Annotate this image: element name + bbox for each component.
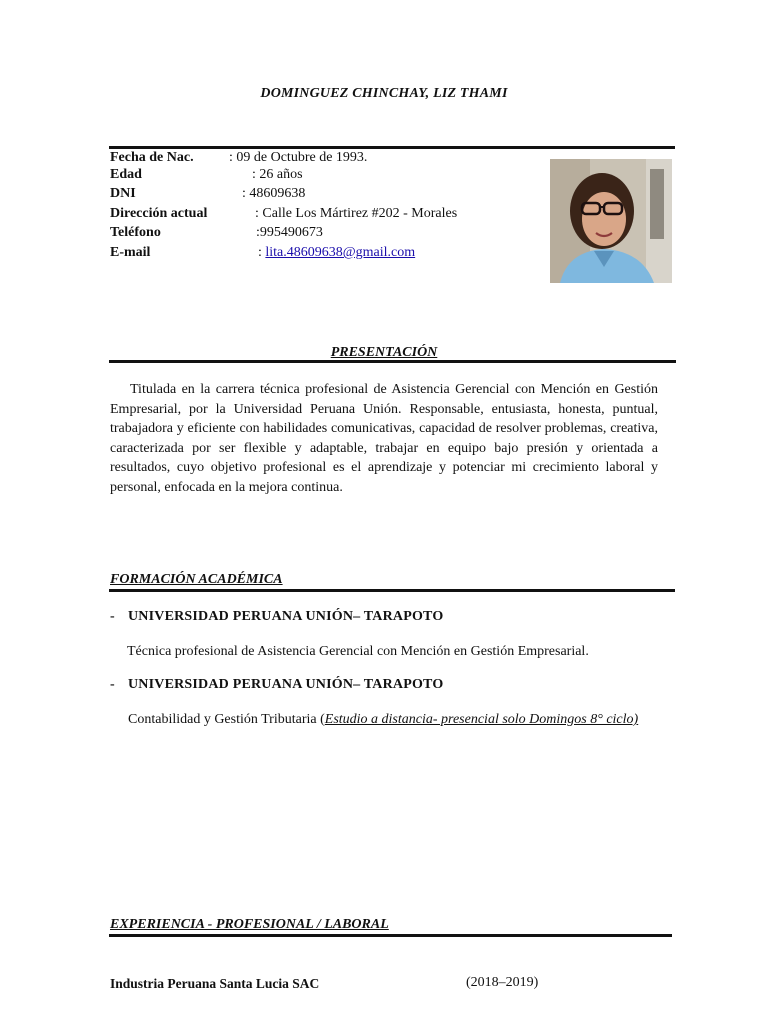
profile-photo	[550, 159, 672, 283]
age-label: Edad	[110, 167, 142, 182]
presentation-divider	[109, 360, 676, 363]
education-title: FORMACIÓN ACADÉMICA	[110, 572, 283, 587]
experience-item-1-period: (2018–2019)	[466, 975, 539, 990]
address-label: Dirección actual	[110, 206, 208, 221]
dni-label: DNI	[110, 186, 136, 201]
education-item-2-note: Estudio a distancia- presencial solo Domingos 8° ciclo)	[324, 712, 639, 727]
education-item-2-bullet: -	[110, 677, 115, 692]
education-item-1-bullet: -	[110, 609, 115, 624]
birth-label: Fecha de Nac.	[110, 150, 194, 165]
age-value: : 26 años	[252, 167, 303, 182]
dni-value: : 48609638	[242, 186, 306, 201]
email-label: E-mail	[110, 245, 151, 260]
profile-photo-image	[550, 159, 672, 283]
education-item-2-institution: UNIVERSIDAD PERUANA UNIÓN– TARAPOTO	[128, 677, 444, 692]
birth-value: : 09 de Octubre de 1993.	[229, 150, 368, 165]
address-value: : Calle Los Mártirez #202 - Morales	[255, 206, 458, 221]
resume-name: DOMINGUEZ CHINCHAY, LIZ THAMI	[260, 86, 508, 101]
email-colon: :	[258, 245, 262, 260]
email-link[interactable]: lita.48609638@gmail.com	[265, 245, 416, 260]
email-row	[258, 245, 415, 261]
presentation-title: PRESENTACIÓN	[330, 345, 438, 360]
phone-label: Teléfono	[110, 225, 161, 240]
phone-value: :995490673	[256, 225, 323, 240]
education-item-2-detail-block	[128, 711, 660, 728]
education-item-1-detail: Técnica profesional de Asistencia Gerencial con Mención en Gestión Empresarial.	[127, 644, 589, 659]
education-item-1-institution: UNIVERSIDAD PERUANA UNIÓN– TARAPOTO	[128, 609, 444, 624]
header-divider	[109, 146, 675, 149]
experience-divider	[109, 934, 672, 937]
experience-title: EXPERIENCIA - PROFESIONAL / LABORAL	[110, 917, 389, 932]
education-item-2-detail: Contabilidad y Gestión Tributaria (	[128, 712, 325, 727]
experience-item-1-company: Industria Peruana Santa Lucia SAC	[110, 976, 320, 991]
presentation-text: Titulada en la carrera técnica profesional de Asistencia Gerencial con Mención en Gestión Empresarial, por la Universidad Peruana Unión. Responsable, entusiasta, honesta, puntual, trabajadora y eficiente con habilidades comunicativas, capacidad de resolver problemas, creativa, caracterizada por ser flexible y adaptable, trabajar en equipo bajo presión y orientada a resultados, cuyo objetivo profesional es el aprendizaje y potenciar mi crecimiento laboral y personal, enfocada en la mejora continua.	[110, 382, 658, 495]
education-divider	[109, 589, 675, 592]
